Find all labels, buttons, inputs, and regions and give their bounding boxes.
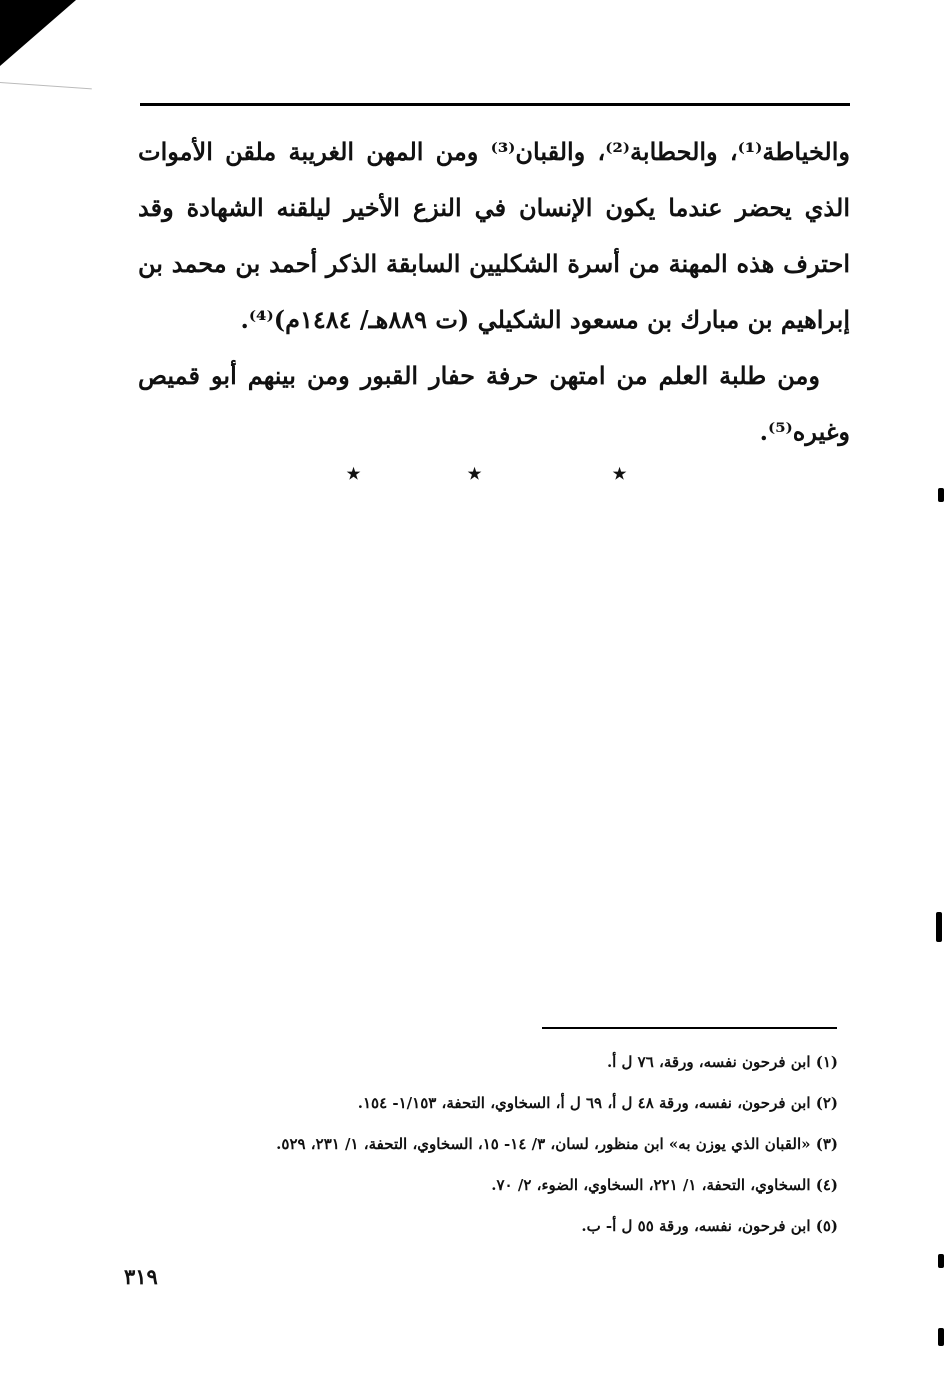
separator-star: ٭ <box>347 458 361 487</box>
footnotes <box>140 1042 838 1247</box>
scan-corner-line <box>0 82 92 89</box>
scan-edge-mark <box>936 912 942 942</box>
footnote-5: (٥) ابن فرحون، نفسه، ورقة ٥٥ ل أ- ب. <box>581 1217 838 1235</box>
footnote-1: (١) ابن فرحون نفسه، ورقة، ٧٦ ل أ. <box>606 1053 838 1071</box>
separator-star: ٭ <box>468 458 482 487</box>
scan-corner-shadow <box>0 0 76 66</box>
scan-edge-mark <box>938 1328 944 1346</box>
separator-star: ٭ <box>613 458 627 487</box>
section-separator <box>0 458 944 498</box>
footnote-2: (٢) ابن فرحون، نفسه، ورقة ٤٨ ل أ، ٦٩ ل أ، السخاوي، التحفة، ١/١٥٣- ١٥٤. <box>357 1094 838 1112</box>
header-rule <box>140 103 850 106</box>
main-text <box>138 124 850 460</box>
footnote-3: (٣) «القبان الذي يوزن به» ابن منظور، لسان، ٣/ ١٤- ١٥، السخاوي، التحفة، ١/ ٢٣١، ٥٢٩. <box>276 1135 838 1153</box>
paragraph-crafts: والخياطة⁽¹⁾، والحطابة⁽²⁾، والقبان⁽³⁾ ومن المهن الغريبة ملقن الأموات الذي يحضر عندما يكون الإنسان في النزع الأخير ليلقنه الشهادة وقد احترف هذه المهنة من أسرة الشكليين السابقة الذكر أحمد بن محمد بن إبراهيم بن مبارك بن مسعود الشكيلي (ت ٨٨٩هـ/ ١٤٨٤م)⁽⁴⁾. <box>138 137 850 334</box>
page-number: ٣١٩ <box>124 1264 158 1289</box>
scan-edge-mark <box>938 1254 944 1268</box>
footnote-4: (٤) السخاوي، التحفة، ١/ ٢٢١، السخاوي، الضوء، ٢/ ٧٠. <box>491 1176 838 1194</box>
paragraph-grave-diggers: ومن طلبة العلم من امتهن حرفة حفار القبور ومن بينهم أبو قميص وغيره⁽⁵⁾. <box>138 361 850 446</box>
scan-edge-mark <box>938 488 944 502</box>
footnote-rule <box>542 1027 837 1029</box>
